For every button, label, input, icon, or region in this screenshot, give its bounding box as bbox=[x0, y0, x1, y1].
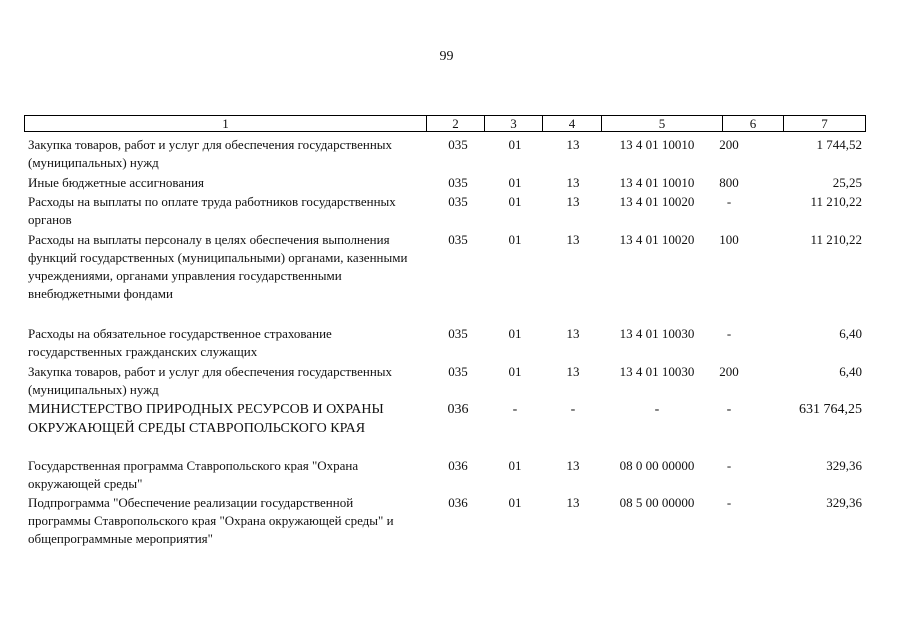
row-code-5: 08 0 00 00000 bbox=[619, 458, 695, 473]
page-number: 99 bbox=[439, 49, 454, 64]
header-col-4: 4 bbox=[542, 116, 601, 131]
row-amount: 11 210,22 bbox=[810, 194, 862, 209]
row-code-6: 200 bbox=[719, 137, 739, 152]
row-code-3: 01 bbox=[508, 364, 522, 379]
row-name: Расходы на выплаты персоналу в целях обеспечения выполнения функций государственных (муниципальными) органами, казенными учреждениями, органами управления государственными внебюджетными фондами bbox=[28, 232, 408, 301]
row-code-2: 035 bbox=[448, 175, 468, 190]
row-code-4: 13 bbox=[566, 326, 580, 341]
row-code-2: 036 bbox=[447, 402, 469, 417]
row-amount: 329,36 bbox=[826, 458, 862, 473]
row-code-6: - bbox=[726, 402, 732, 417]
row-code-6: - bbox=[726, 495, 732, 510]
row-code-5: 13 4 01 10010 bbox=[619, 137, 695, 152]
row-name: Иные бюджетные ассигнования bbox=[28, 175, 205, 190]
row-code-5: 13 4 01 10030 bbox=[619, 326, 695, 341]
row-code-6: 200 bbox=[719, 364, 739, 379]
row-amount: 1 744,52 bbox=[816, 137, 862, 152]
row-code-5: 08 5 00 00000 bbox=[619, 495, 695, 510]
row-name: Государственная программа Ставропольского края "Охрана окружающей среды" bbox=[28, 458, 359, 491]
row-code-2: 035 bbox=[448, 137, 468, 152]
row-amount: 6,40 bbox=[839, 364, 862, 379]
row-amount: 631 764,25 bbox=[799, 402, 862, 417]
row-code-4: 13 bbox=[566, 458, 580, 473]
row-code-4: 13 bbox=[566, 175, 580, 190]
row-name: Расходы на выплаты по оплате труда работников государственных органов bbox=[28, 194, 396, 227]
row-code-2: 035 bbox=[448, 194, 468, 209]
row-code-6: 800 bbox=[719, 175, 739, 190]
header-col-1: 1 bbox=[222, 116, 229, 131]
row-code-3: 01 bbox=[508, 232, 522, 247]
row-code-6: - bbox=[726, 458, 732, 473]
row-code-3: 01 bbox=[508, 458, 522, 473]
row-code-3: 01 bbox=[508, 175, 522, 190]
row-code-5: 13 4 01 10020 bbox=[619, 232, 695, 247]
row-code-5: 13 4 01 10030 bbox=[619, 364, 695, 379]
row-code-3: - bbox=[512, 402, 518, 417]
row-code-4: 13 bbox=[566, 232, 580, 247]
row-amount: 25,25 bbox=[832, 175, 862, 190]
row-code-3: 01 bbox=[508, 194, 522, 209]
row-amount: 6,40 bbox=[839, 326, 862, 341]
row-code-5: 13 4 01 10010 bbox=[619, 175, 695, 190]
row-code-2: 036 bbox=[448, 458, 468, 473]
row-code-3: 01 bbox=[508, 326, 522, 341]
row-code-5: - bbox=[654, 402, 660, 417]
header-col-2: 2 bbox=[426, 116, 484, 131]
row-code-5: 13 4 01 10020 bbox=[619, 194, 695, 209]
row-code-3: 01 bbox=[508, 495, 522, 510]
header-col-6: 6 bbox=[722, 116, 783, 131]
row-amount: 11 210,22 bbox=[810, 232, 862, 247]
row-code-4: 13 bbox=[566, 194, 580, 209]
row-name: Закупка товаров, работ и услуг для обеспечения государственных (муниципальных) нужд bbox=[28, 137, 393, 170]
header-col-7: 7 bbox=[783, 116, 865, 131]
row-name: Подпрограмма "Обеспечение реализации государственной программы Ставропольского края "Охрана окружающей среды" и общепрограммные мероприятия" bbox=[28, 495, 394, 546]
row-code-2: 035 bbox=[448, 232, 468, 247]
header-col-5: 5 bbox=[601, 116, 722, 131]
table-header bbox=[24, 115, 866, 132]
row-code-6: - bbox=[726, 194, 732, 209]
row-code-3: 01 bbox=[508, 137, 522, 152]
row-code-2: 036 bbox=[448, 495, 468, 510]
row-code-4: 13 bbox=[566, 364, 580, 379]
row-name: Расходы на обязательное государственное страхование государственных гражданских служащих bbox=[28, 326, 332, 359]
row-code-4: 13 bbox=[566, 495, 580, 510]
row-name: МИНИСТЕРСТВО ПРИРОДНЫХ РЕСУРСОВ И ОХРАНЫ ОКРУЖАЮЩЕЙ СРЕДЫ СТАВРОПОЛЬСКОГО КРАЯ bbox=[28, 402, 384, 436]
row-name: Закупка товаров, работ и услуг для обеспечения государственных (муниципальных) нужд bbox=[28, 364, 393, 397]
row-code-2: 035 bbox=[448, 326, 468, 341]
row-amount: 329,36 bbox=[826, 495, 862, 510]
row-code-2: 035 bbox=[448, 364, 468, 379]
row-code-6: 100 bbox=[719, 232, 739, 247]
header-col-3: 3 bbox=[484, 116, 542, 131]
row-code-6: - bbox=[726, 326, 732, 341]
row-code-4: 13 bbox=[566, 137, 580, 152]
row-code-4: - bbox=[570, 402, 576, 417]
